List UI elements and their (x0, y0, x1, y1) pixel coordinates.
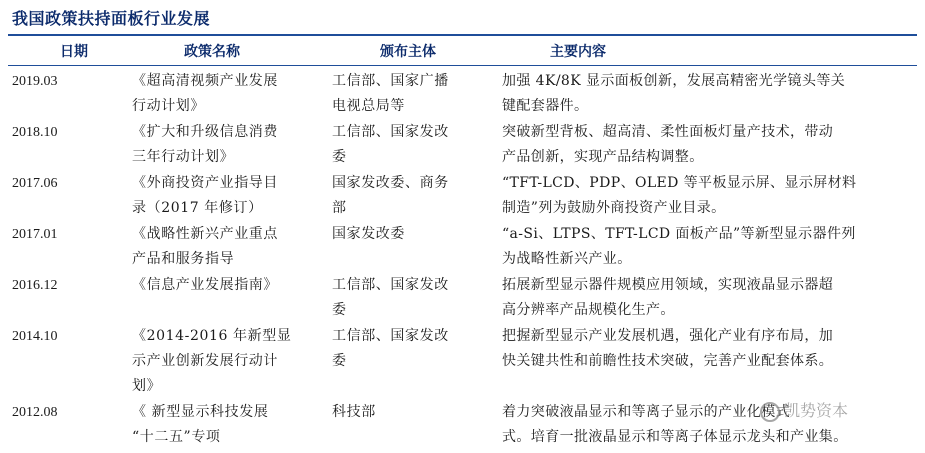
cell-issuer (332, 324, 500, 374)
cell-policy-name-line: 《2014-2016 年新型显 (132, 328, 292, 344)
top-rule (8, 34, 917, 36)
cell-date: 2012.08 (12, 405, 58, 420)
cell-date: 2014.10 (12, 329, 58, 344)
cell-content (502, 273, 912, 323)
header-issuer: 颁布主体 (380, 44, 436, 60)
cell-policy-name (132, 120, 326, 170)
cell-policy-name (132, 400, 326, 450)
cell-issuer-line: 工信部、国家发改 (332, 277, 449, 293)
cell-issuer (332, 171, 500, 221)
cell-policy-name-line: “十二五”专项 (132, 429, 221, 445)
cell-content (502, 324, 912, 374)
cell-policy-name-line: 《超高清视频产业发展 (132, 73, 278, 89)
cell-content-line: 高分辨率产品规模化生产。 (502, 302, 675, 318)
cell-issuer-line: 委 (332, 302, 347, 318)
table-body (8, 69, 917, 451)
cell-content (502, 69, 912, 119)
cell-policy-name-line: 《战略性新兴产业重点 (132, 226, 278, 242)
table-row (8, 120, 917, 171)
cell-issuer (332, 400, 500, 425)
cell-policy-name-line: 《信息产业发展指南》 (132, 277, 278, 293)
cell-content-line: 键配套器件。 (502, 98, 589, 114)
cell-policy-name-line: 三年行动计划》 (132, 149, 235, 165)
cell-policy-name (132, 222, 326, 272)
table-row (8, 69, 917, 120)
cell-date: 2019.03 (12, 74, 58, 89)
cell-policy-name-line: 《扩大和升级信息消费 (132, 124, 278, 140)
table-row (8, 273, 917, 324)
cell-content-line: 加强 4K/8K 显示面板创新，发展高精密光学镜头等关 (502, 73, 846, 89)
cell-content (502, 171, 912, 221)
cell-issuer-line: 部 (332, 200, 347, 216)
table-header (8, 38, 917, 62)
cell-issuer-line: 工信部、国家发改 (332, 328, 449, 344)
cell-policy-name (132, 69, 326, 119)
cell-content-line: 突破新型背板、超高清、柔性面板灯量产技术，带动 (502, 124, 834, 140)
table-row (8, 222, 917, 273)
cell-issuer-line: 委 (332, 149, 347, 165)
cell-policy-name-line: 《外商投资产业指导目 (132, 175, 278, 191)
page-title: 我国政策扶持面板行业发展 (12, 9, 211, 28)
cell-issuer-line: 工信部、国家广播 (332, 73, 449, 89)
cell-policy-name-line: 划》 (132, 378, 162, 394)
header-content: 主要内容 (550, 44, 606, 60)
cell-content-line: 式。培育一批液晶显示和等离子体显示龙头和产业集。 (502, 429, 848, 445)
cell-date: 2017.06 (12, 176, 58, 191)
header-rule (8, 65, 917, 66)
cell-issuer (332, 120, 500, 170)
cell-content (502, 120, 912, 170)
cell-issuer (332, 222, 500, 247)
cell-content-line: 着力突破液晶显示和等离子显示的产业化模式 (502, 404, 790, 420)
cell-content-line: 产品创新，实现产品结构调整。 (502, 149, 704, 165)
cell-issuer-line: 电视总局等 (332, 98, 405, 114)
cell-policy-name-line: 示产业创新发展行动计 (132, 353, 278, 369)
cell-content-line: 快关键共性和前瞻性技术突破，完善产业配套体系。 (502, 353, 834, 369)
cell-policy-name-line: 行动计划》 (132, 98, 205, 114)
cell-content-line: 把握新型显示产业发展机遇，强化产业有序布局，加 (502, 328, 834, 344)
cell-policy-name (132, 171, 326, 221)
cell-content-line: “TFT-LCD、PDP、OLED 等平板显示屏、显示屏材料 (502, 175, 857, 191)
cell-policy-name-line: 录（2017 年修订） (132, 200, 263, 216)
cell-policy-name-line: 《 新型显示科技发展 (132, 404, 269, 420)
cell-content-line: “a-Si、LTPS、TFT-LCD 面板产品”等新型显示器件列 (502, 226, 856, 242)
cell-issuer (332, 69, 500, 119)
cell-policy-name-line: 产品和服务指导 (132, 251, 235, 267)
cell-content-line: 拓展新型显示器件规模应用领域，实现液晶显示器超 (502, 277, 834, 293)
table-row (8, 324, 917, 400)
cell-date: 2016.12 (12, 278, 58, 293)
watermark-logo-icon (760, 402, 780, 422)
cell-issuer (332, 273, 500, 323)
cell-issuer-line: 国家发改委、商务 (332, 175, 449, 191)
header-name: 政策名称 (184, 44, 240, 60)
cell-content (502, 222, 912, 272)
cell-content-line: 为战略性新兴产业。 (502, 251, 632, 267)
cell-issuer-line: 委 (332, 353, 347, 369)
header-date: 日期 (60, 44, 88, 60)
cell-content-line: 制造”列为鼓励外商投资产业目录。 (502, 200, 726, 216)
table-row (8, 171, 917, 222)
cell-policy-name (132, 273, 326, 298)
cell-issuer-line: 工信部、国家发改 (332, 124, 449, 140)
cell-issuer-line: 国家发改委 (332, 226, 405, 242)
cell-policy-name (132, 324, 326, 399)
cell-date: 2017.01 (12, 227, 58, 242)
cell-issuer-line: 科技部 (332, 404, 376, 420)
cell-date: 2018.10 (12, 125, 58, 140)
cell-content (502, 400, 912, 450)
watermark (760, 398, 848, 422)
watermark-text: 凯势资本 (784, 401, 849, 420)
